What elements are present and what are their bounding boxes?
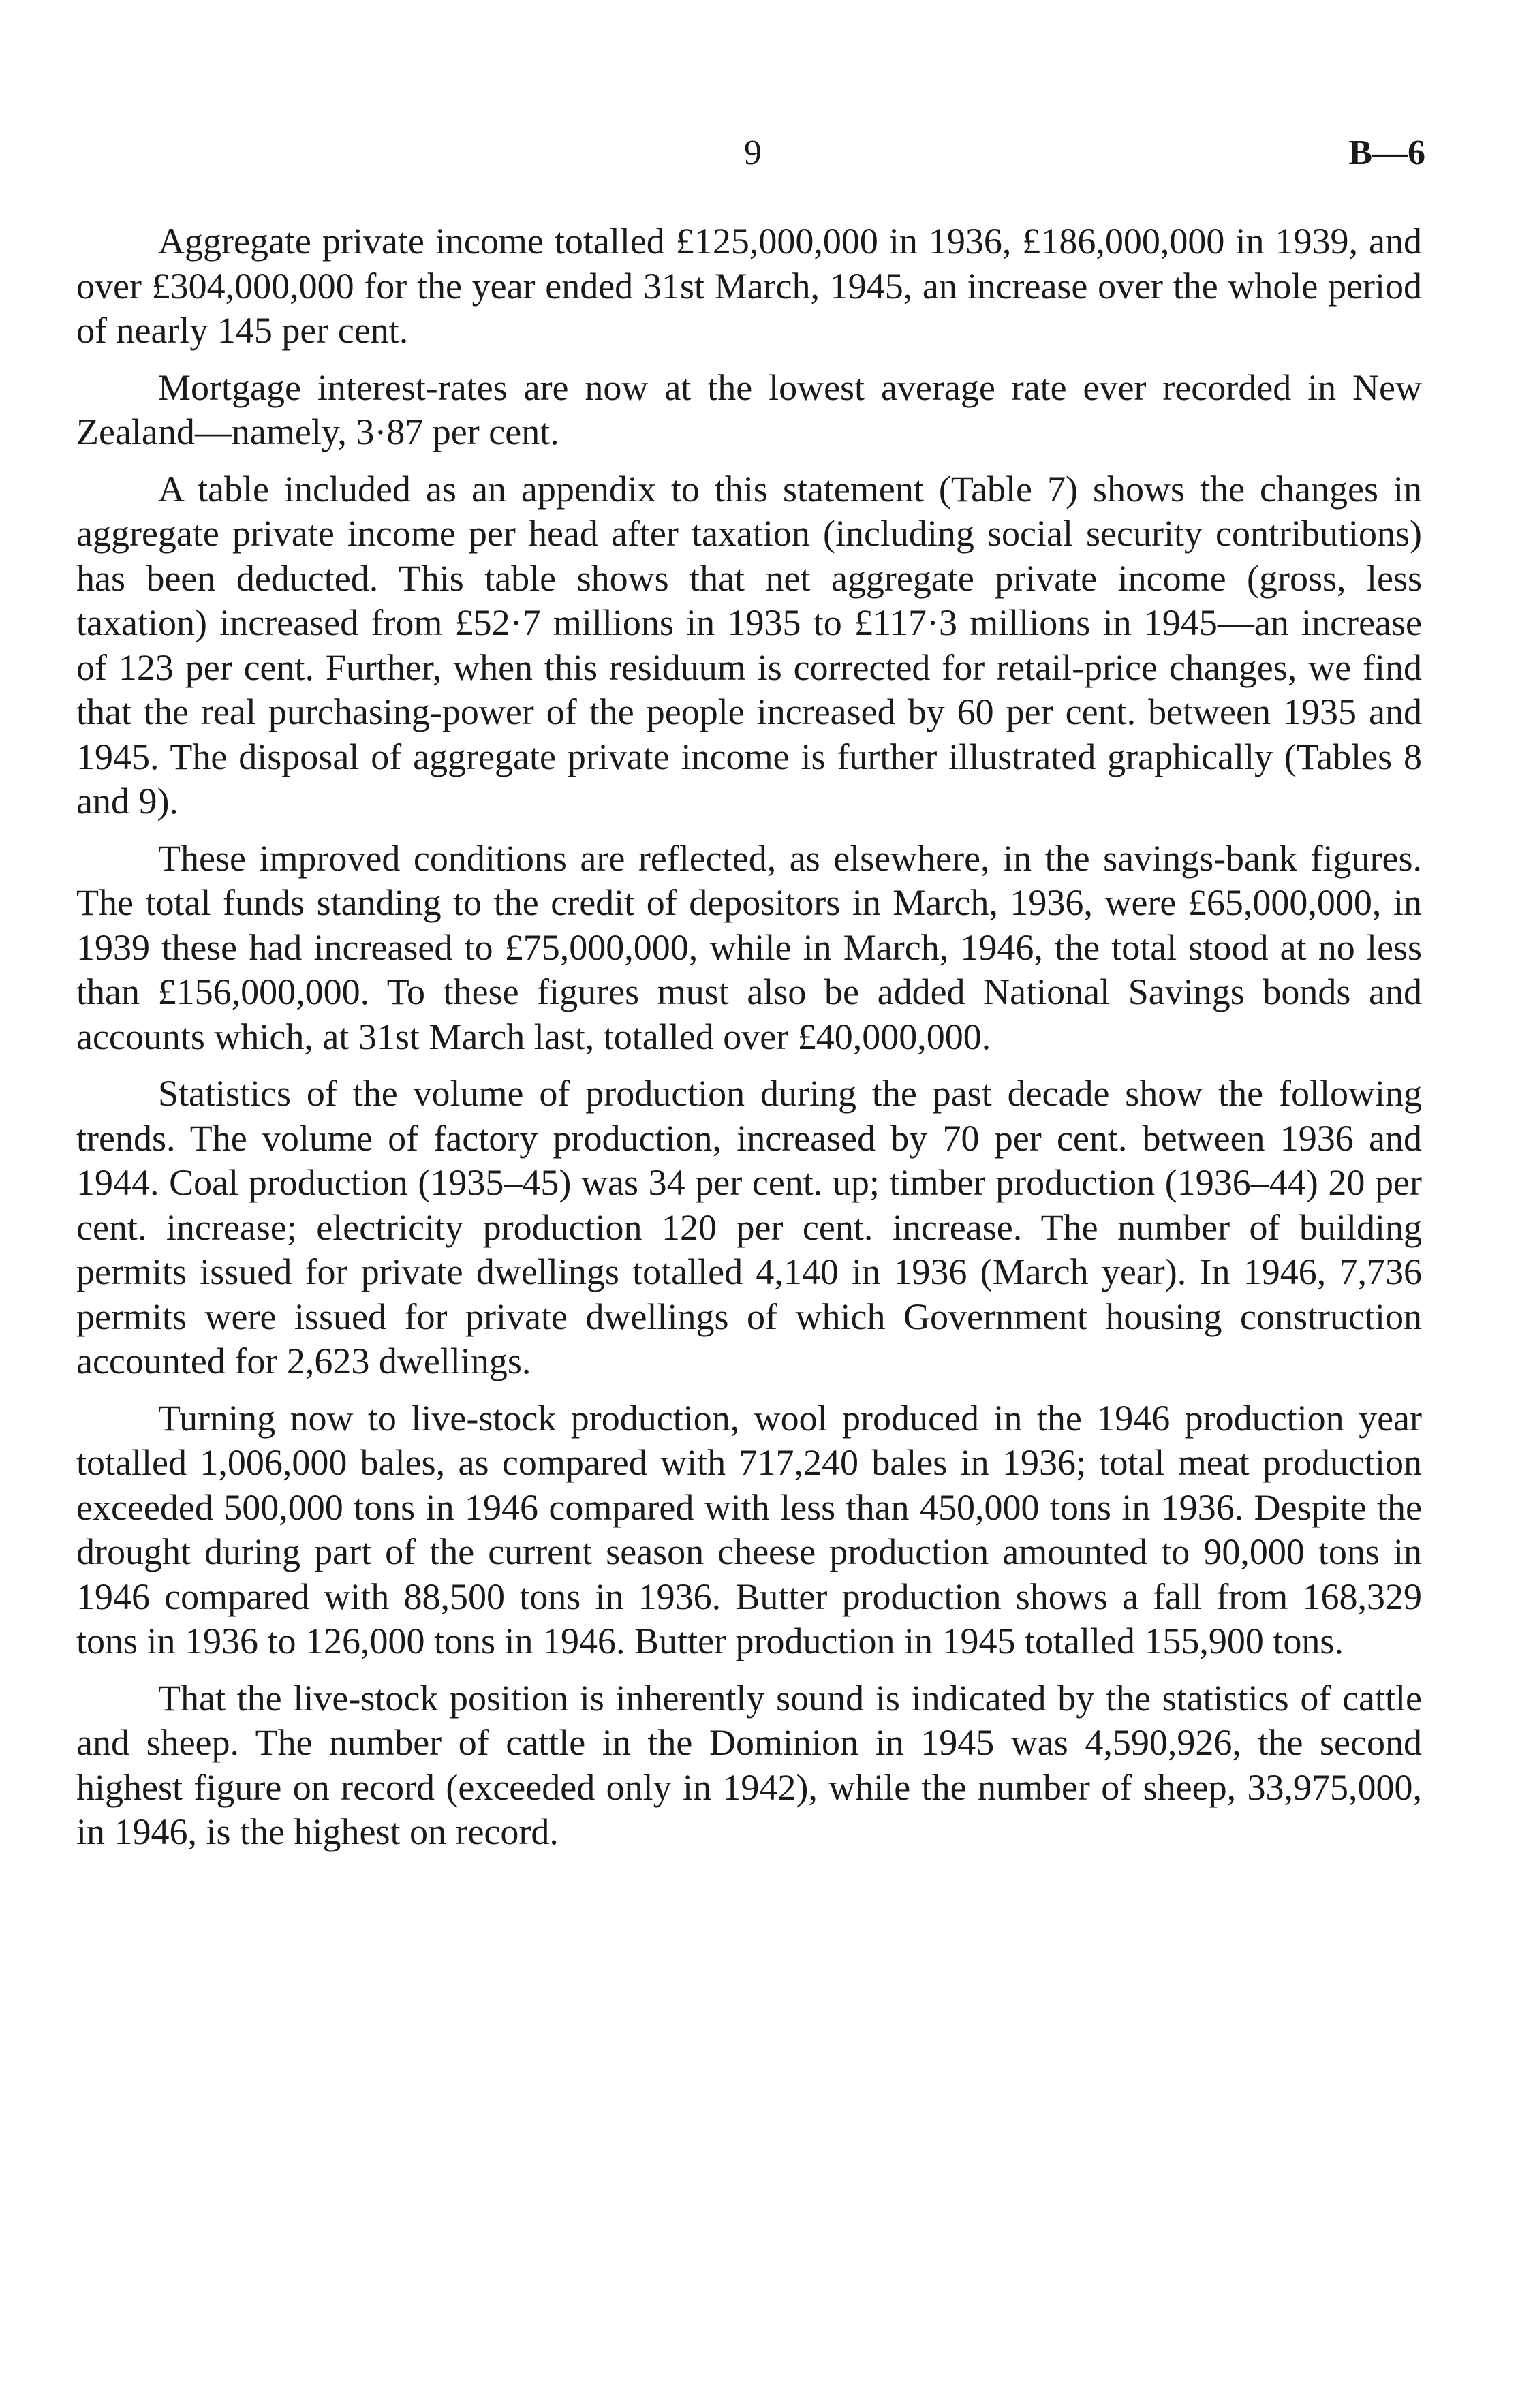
paragraph-mortgage-rates: Mortgage interest-rates are now at the lowest average rate ever recorded in New Zealand—namely, 3·87 per cent. [76,366,1422,452]
body-text [76,219,1422,1867]
page-number: 9 [744,134,762,172]
paragraph-live-stock-production: Turning now to live-stock production, wool produced in the 1946 production year totalled 1,006,000 bales, as compared with 717,240 bales in 1936; total meat production exceeded 500,000 tons in 1946 compared with less than 450,000 tons in 1936. Despite the drought during part of the current season cheese production amounted to 90,000 tons in 1946 compared with 88,500 tons in 1936. Butter production shows a fall from 168,329 tons in 1936 to 126,000 tons in 1946. Butter production in 1945 totalled 155,900 tons. [76,1397,1422,1661]
document-reference: B—6 [1348,134,1425,172]
paragraph-private-income: Aggregate private income totalled £125,000,000 in 1936, £186,000,000 in 1939, and over £304,000,000 for the year ended 31st March, 1945, an increase over the whole period of nearly 145 per cent. [76,221,1422,351]
page-header [0,129,1518,177]
paragraph-net-income-table: A table included as an appendix to this statement (Table 7) shows the changes in aggregate private income per head after taxation (including social security contributions) has been deducted. This table shows that net aggregate private income (gross, less taxation) increased from £52·7 millions in 1935 to £117·3 millions in 1945—an increase of 123 per cent. Further, when this residuum is corrected for retail-price changes, we find that the real purchasing-power of the people increased by 60 per cent. between 1935 and 1945. The disposal of aggregate private income is further illustrated graphically (Tables 8 and 9). [76,468,1422,822]
paragraph-production-volume: Statistics of the volume of production during the past decade show the following trends. The volume of factory production, increased by 70 per cent. between 1936 and 1944. Coal production (1935–45) was 34 per cent. up; timber production (1936–44) 20 per cent. increase; electricity production 120 per cent. increase. The number of building permits issued for private dwellings totalled 4,140 in 1936 (March year). In 1946, 7,736 permits were issued for private dwellings of which Government housing construction accounted for 2,623 dwellings. [76,1073,1422,1381]
paragraph-savings-bank: These improved conditions are reflected, as elsewhere, in the savings-bank figures. The total funds standing to the credit of depositors in March, 1936, were £65,000,000, in 1939 these had increased to £75,000,000, while in March, 1946, the total stood at no less than £156,000,000. To these figures must also be added National Savings bonds and accounts which, at 31st March last, totalled over £40,000,000. [76,837,1422,1057]
paragraph-cattle-sheep: That the live-stock position is inherently sound is indicated by the statistics of cattle and sheep. The number of cattle in the Dominion in 1945 was 4,590,926, the second highest figure on record (exceeded only in 1942), while the number of sheep, 33,975,000, in 1946, is the highest on record. [76,1677,1422,1852]
